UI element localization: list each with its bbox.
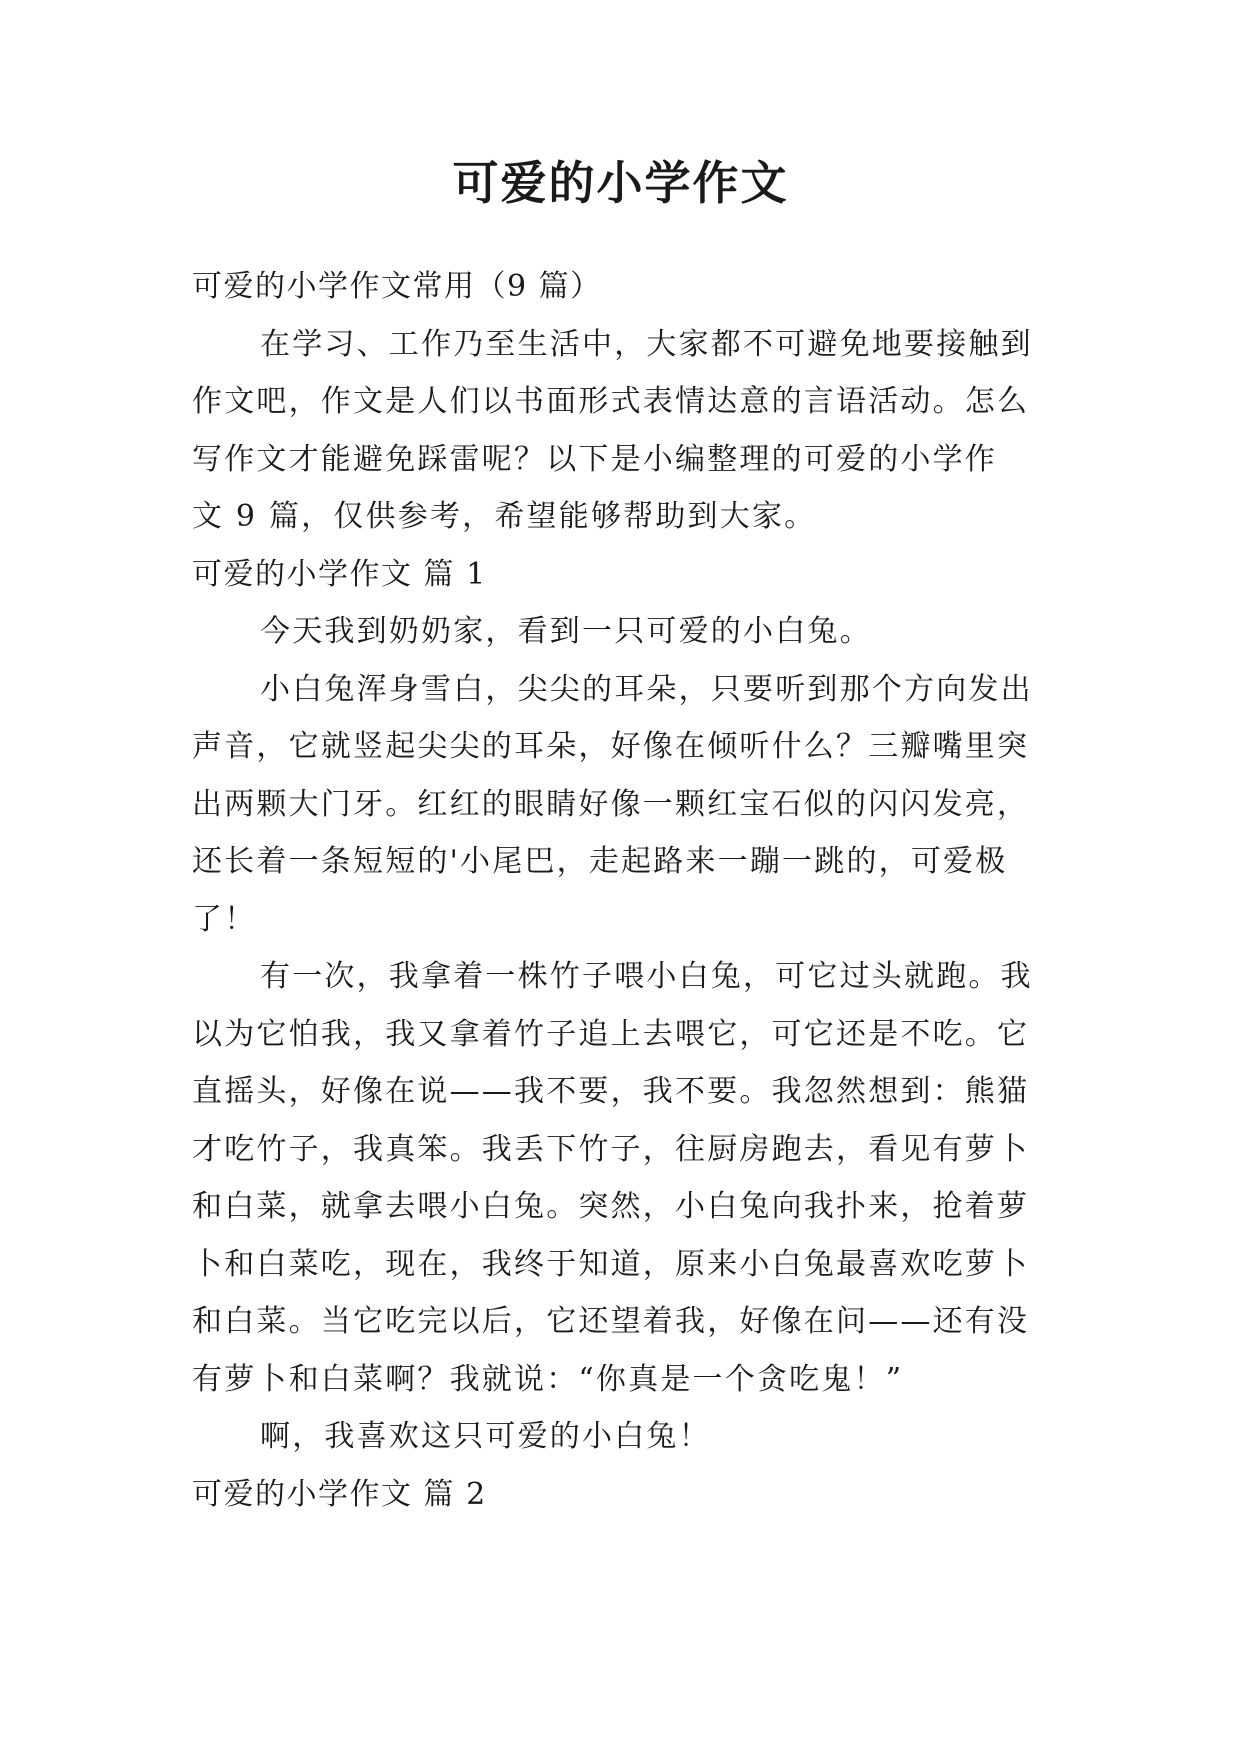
document-title: 可爱的小学作文 [452,156,789,210]
paragraph-line: 以为它怕我，我又拿着竹子追上去喂它，可它还是不吃。它 [192,1016,1030,1052]
section-heading-2: 可爱的小学作文 篇 2 [192,1476,487,1512]
paragraph-line: 才吃竹子，我真笨。我丢下竹子，往厨房跑去，看见有萝卜 [192,1131,1030,1167]
intro-paragraph-line: 作文吧，作文是人们以书面形式表情达意的言语活动。怎么 [192,384,1030,419]
intro-paragraph-line: 文 9 篇，仅供参考，希望能够帮助到大家。 [192,499,817,534]
document-body [192,258,1052,1523]
paragraph-line: 了！ [192,901,257,937]
paragraph-line: 小白兔浑身雪白，尖尖的耳朵，只要听到那个方向发出 [260,671,1033,707]
paragraph-line: 还长着一条短短的'小尾巴，走起路来一蹦一跳的，可爱极 [192,844,1008,879]
paragraph-line: 出两颗大门牙。红红的眼睛好像一颗红宝石似的闪闪发亮， [192,786,1030,822]
paragraph-line: 直摇头，好像在说——我不要，我不要。我忽然想到：熊猫 [192,1074,1030,1109]
intro-paragraph-line: 在学习、工作乃至生活中，大家都不可避免地要接触到 [260,326,1033,362]
paragraph-line: 和白菜，就拿去喂小白兔。突然，小白兔向我扑来，抢着萝 [192,1189,1030,1224]
paragraph-line: 卜和白菜吃，现在，我终于知道，原来小白兔最喜欢吃萝卜 [192,1246,1030,1282]
subtitle-line: 可爱的小学作文常用（9 篇） [192,269,602,304]
paragraph-line: 今天我到奶奶家，看到一只可爱的小白兔。 [260,614,872,649]
paragraph-line: 声音，它就竖起尖尖的耳朵，好像在倾听什么？三瓣嘴里突 [192,729,1030,764]
paragraph-line: 有一次，我拿着一株竹子喂小白兔，可它过头就跑。我 [260,959,1033,994]
paragraph-line: 和白菜。当它吃完以后，它还望着我，好像在问——还有没 [192,1304,1030,1339]
section-heading-1: 可爱的小学作文 篇 1 [192,556,487,592]
intro-paragraph-line: 写作文才能避免踩雷呢？以下是小编整理的可爱的小学作 [192,441,997,477]
paragraph-line: 有萝卜和白菜啊？我就说：“你真是一个贪吃鬼！” [192,1361,904,1397]
paragraph-line: 啊，我喜欢这只可爱的小白兔！ [260,1419,711,1454]
